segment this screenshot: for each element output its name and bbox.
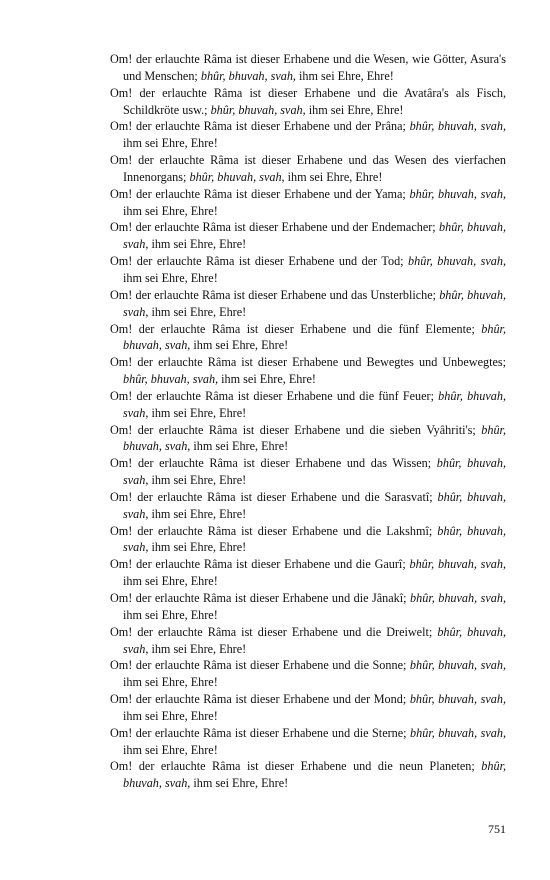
invocation-tail: ihm sei Ehre, Ehre!: [151, 641, 247, 656]
invocation-tail: ihm sei Ehre, Ehre!: [193, 439, 289, 454]
invocation-lead: Om! der erlauchte Râma ist dieser Erhabene und die Jânakî;: [110, 591, 407, 605]
invocation-tail: ihm sei Ehre, Ehre!: [299, 68, 394, 83]
invocation-lead: Om! der erlauchte Râma ist dieser Erhabene und die Sonne;: [110, 658, 407, 673]
invocation-tail: ihm sei Ehre, Ehre!: [123, 270, 218, 285]
mantra-text: bhûr, bhuvah, svah,: [123, 489, 507, 521]
invocation-paragraph: [110, 186, 506, 220]
invocation-lead: Om! der erlauchte Râma ist dieser Erhabene und die Lakshmî;: [110, 523, 433, 538]
invocation-tail: ihm sei Ehre, Ehre!: [123, 675, 218, 690]
invocation-tail: ihm sei Ehre, Ehre!: [123, 708, 218, 723]
invocation-tail: ihm sei Ehre, Ehre!: [123, 203, 218, 218]
invocation-paragraph: [110, 118, 506, 152]
invocation-lead: Om! der erlauchte Râma ist dieser Erhabene und die neun Planeten;: [110, 759, 475, 774]
invocation-lead: Om! der erlauchte Râma ist dieser Erhabene und die Dreiwelt;: [110, 624, 433, 639]
invocation-lead: Om! der erlauchte Râma ist dieser Erhabene und die Wesen, wie Götter, Asura's und Menschen;: [110, 52, 506, 83]
invocation-tail: ihm sei Ehre, Ehre!: [123, 136, 218, 151]
invocation-tail: ihm sei Ehre, Ehre!: [151, 506, 247, 521]
invocation-lead: Om! der erlauchte Râma ist dieser Erhabene und die Avatâra's als Fisch, Schildkröte usw.;: [110, 85, 506, 117]
invocation-paragraph: [110, 51, 506, 85]
invocation-lead: Om! der erlauchte Râma ist dieser Erhabene und die Sarasvatî;: [110, 489, 433, 504]
mantra-text: bhûr, bhuvah, svah,: [123, 422, 506, 454]
invocation-tail: ihm sei Ehre, Ehre!: [287, 169, 383, 184]
mantra-text: bhûr, bhuvah, svah,: [409, 119, 507, 134]
invocation-lead: Om! der erlauchte Râma ist dieser Erhabene und der Yama;: [110, 186, 406, 201]
invocation-paragraph: [110, 152, 506, 186]
invocation-lead: Om! der erlauchte Râma ist dieser Erhabene und die fünf Elemente;: [110, 321, 475, 336]
invocation-lead: Om! der erlauchte Râma ist dieser Erhabene und die Sterne;: [110, 725, 407, 740]
mantra-text: bhûr, bhuvah, svah,: [410, 725, 507, 740]
mantra-text: bhûr, bhuvah, svah,: [200, 68, 296, 83]
invocation-paragraph: [110, 657, 506, 691]
mantra-text: bhûr, bhuvah, svah,: [123, 456, 506, 488]
invocation-tail: ihm sei Ehre, Ehre!: [193, 776, 289, 791]
invocation-paragraph: [110, 219, 506, 253]
invocation-paragraph: [110, 455, 506, 489]
invocation-paragraph: [110, 287, 506, 321]
invocation-lead: Om! der erlauchte Râma ist dieser Erhabene und das Unsterbliche;: [110, 287, 437, 302]
mantra-text: bhûr, bhuvah, svah,: [409, 658, 507, 673]
invocation-paragraph: [110, 691, 506, 725]
mantra-text: bhûr, bhuvah, svah,: [123, 523, 506, 555]
invocation-tail: ihm sei Ehre, Ehre!: [123, 574, 218, 589]
invocation-paragraph: [110, 725, 506, 759]
invocation-lead: Om! der erlauchte Râma ist dieser Erhabene und die Gaurî;: [110, 557, 406, 572]
invocation-paragraph: [110, 253, 506, 287]
mantra-text: bhûr, bhuvah, svah,: [189, 169, 285, 184]
invocation-lead: Om! der erlauchte Râma ist dieser Erhabene und der Prâna;: [110, 119, 406, 134]
invocation-paragraph: [110, 388, 506, 422]
invocation-tail: ihm sei Ehre, Ehre!: [151, 237, 247, 252]
invocation-paragraph: [110, 321, 506, 355]
mantra-text: bhûr, bhuvah, svah,: [409, 692, 507, 707]
invocation-paragraph: [110, 354, 506, 388]
mantra-text: bhûr, bhuvah, svah,: [123, 287, 506, 319]
invocation-tail: ihm sei Ehre, Ehre!: [151, 304, 247, 319]
mantra-text: bhûr, bhuvah, svah,: [123, 388, 506, 420]
invocation-lead: Om! der erlauchte Râma ist dieser Erhabene und der Endemacher;: [110, 220, 436, 235]
invocation-lead: Om! der erlauchte Râma ist dieser Erhabene und die sieben Vyâhriti's;: [110, 422, 476, 437]
mantra-text: bhûr, bhuvah, svah,: [410, 591, 507, 605]
mantra-text: bhûr, bhuvah, svah,: [123, 372, 219, 387]
mantra-text: bhûr, bhuvah, svah,: [123, 759, 507, 791]
mantra-text: bhûr, bhuvah, svah,: [408, 254, 507, 269]
invocation-paragraph: [110, 556, 506, 590]
mantra-text: bhûr, bhuvah, svah,: [409, 557, 507, 572]
invocation-tail: ihm sei Ehre, Ehre!: [151, 540, 247, 555]
invocation-tail: ihm sei Ehre, Ehre!: [151, 473, 247, 488]
invocation-lead: Om! der erlauchte Râma ist dieser Erhabene und der Mond;: [110, 692, 407, 707]
invocation-lead: Om! der erlauchte Râma ist dieser Erhabene und Bewegtes und Unbewegtes;: [110, 355, 506, 370]
invocation-lead: Om! der erlauchte Râma ist dieser Erhabene und das Wissen;: [110, 456, 432, 471]
invocation-paragraph: [110, 758, 506, 792]
body-text: [110, 51, 506, 792]
invocation-tail: ihm sei Ehre, Ehre!: [193, 338, 289, 353]
mantra-text: bhûr, bhuvah, svah,: [123, 321, 506, 353]
mantra-text: bhûr, bhuvah, svah,: [123, 624, 507, 656]
invocation-tail: ihm sei Ehre, Ehre!: [308, 102, 404, 117]
invocation-tail: ihm sei Ehre, Ehre!: [221, 372, 316, 387]
invocation-paragraph: [110, 422, 506, 456]
invocation-paragraph: [110, 624, 506, 658]
page-number: 751: [488, 822, 506, 836]
invocation-lead: Om! der erlauchte Râma ist dieser Erhabene und das Wesen des vierfachen Innenorgans;: [110, 153, 506, 184]
mantra-text: bhûr, bhuvah, svah,: [123, 220, 506, 252]
invocation-lead: Om! der erlauchte Râma ist dieser Erhabene und die fünf Feuer;: [110, 388, 434, 403]
invocation-paragraph: [110, 489, 506, 523]
mantra-text: bhûr, bhuvah, svah,: [210, 102, 306, 117]
invocation-lead: Om! der erlauchte Râma ist dieser Erhabene und der Tod;: [110, 254, 404, 269]
invocation-tail: ihm sei Ehre, Ehre!: [151, 405, 247, 420]
invocation-tail: ihm sei Ehre, Ehre!: [123, 742, 218, 757]
invocation-paragraph: [110, 523, 506, 557]
invocation-tail: ihm sei Ehre, Ehre!: [123, 607, 218, 622]
mantra-text: bhûr, bhuvah, svah,: [409, 186, 507, 201]
invocation-paragraph: [110, 85, 506, 119]
invocation-paragraph: [110, 590, 506, 624]
